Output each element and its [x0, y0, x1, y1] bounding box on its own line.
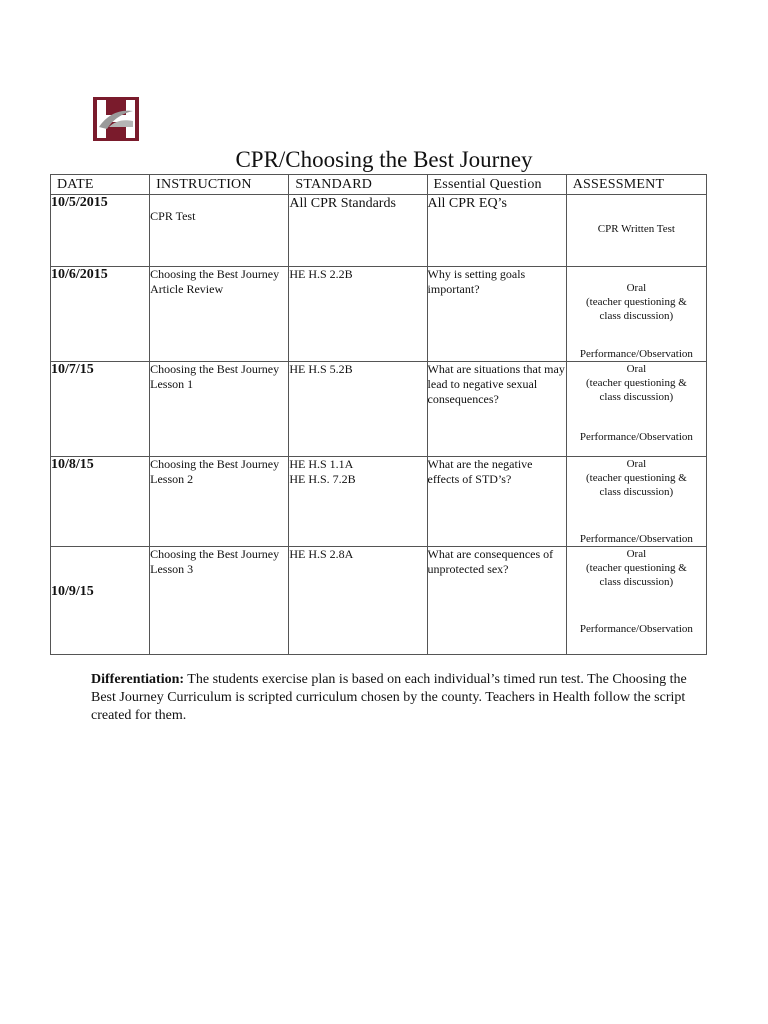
- assessment-line: Oral: [626, 363, 647, 375]
- row-assessment: [566, 267, 706, 362]
- standard-line: HE H.S 2.8A: [289, 547, 354, 561]
- header-assessment: ASSESSMENT: [566, 175, 706, 195]
- row-date: 10/9/15: [51, 547, 150, 655]
- differentiation-label: Differentiation:: [91, 672, 185, 687]
- standard-line: HE H.S 1.1A: [289, 457, 354, 471]
- header-essential-question: Essential Question: [427, 175, 566, 195]
- row-standard: [289, 195, 427, 267]
- school-logo: [93, 97, 139, 141]
- table-row: [51, 267, 707, 362]
- row-instruction: Choosing the Best Journey Lesson 1: [150, 362, 289, 457]
- assessment-line: (teacher questioning &: [585, 562, 687, 574]
- assessment-performance: Performance/Observation: [579, 623, 693, 635]
- row-standard: [289, 457, 427, 547]
- assessment-line: class discussion): [599, 486, 674, 498]
- row-instruction: CPR Test: [150, 195, 289, 267]
- row-date: 10/7/15: [51, 362, 150, 457]
- assessment-line: (teacher questioning &: [585, 296, 687, 308]
- header-standard: STANDARD: [289, 175, 427, 195]
- row-essential-question: What are the negative effects of STD’s?: [427, 457, 566, 547]
- assessment-line: (teacher questioning &: [585, 377, 687, 389]
- lesson-plan-table: [50, 174, 707, 655]
- standard-line: HE H.S. 7.2B: [289, 472, 356, 486]
- page-title: CPR/Choosing the Best Journey: [235, 147, 533, 172]
- differentiation-text: The students exercise plan is based on each individual’s timed run test. The Choosing the Best Journey Curriculum is scripted curriculum chosen by the county. Teachers in Health follow the script created for them.: [91, 672, 687, 723]
- row-date: 10/6/2015: [51, 267, 150, 362]
- header-date: DATE: [51, 175, 150, 195]
- standard-line: HE H.S 5.2B: [289, 362, 353, 376]
- row-essential-question: What are situations that may lead to negative sexual consequences?: [427, 362, 566, 457]
- table-row: [51, 457, 707, 547]
- row-instruction: Choosing the Best Journey Article Review: [150, 267, 289, 362]
- assessment-line: (teacher questioning &: [585, 472, 687, 484]
- assessment-line: class discussion): [599, 576, 674, 588]
- differentiation-paragraph: [91, 671, 691, 725]
- assessment-performance: Performance/Observation: [579, 348, 693, 360]
- row-date: 10/5/2015: [51, 195, 150, 267]
- row-essential-question: All CPR EQ’s: [427, 195, 566, 267]
- standard-line: All CPR Standards: [289, 196, 396, 211]
- assessment-line: class discussion): [599, 391, 674, 403]
- assessment-text: CPR Written Test: [597, 223, 675, 235]
- row-assessment: [566, 547, 706, 655]
- row-standard: [289, 267, 427, 362]
- assessment-line: Oral: [626, 458, 647, 470]
- row-standard: [289, 362, 427, 457]
- row-assessment: [566, 362, 706, 457]
- standard-line: HE H.S 2.2B: [289, 267, 353, 281]
- assessment-performance: Performance/Observation: [579, 431, 693, 443]
- assessment-line: Oral: [626, 282, 647, 294]
- assessment-line: Oral: [626, 548, 647, 560]
- row-assessment: [566, 457, 706, 547]
- row-instruction: Choosing the Best Journey Lesson 3: [150, 547, 289, 655]
- table-row: [51, 362, 707, 457]
- school-h-logo-icon: [93, 97, 139, 141]
- table-header-row: [51, 175, 707, 195]
- header-instruction: INSTRUCTION: [150, 175, 289, 195]
- assessment-performance: Performance/Observation: [579, 533, 693, 545]
- row-standard: [289, 547, 427, 655]
- row-instruction: Choosing the Best Journey Lesson 2: [150, 457, 289, 547]
- table-row: [51, 547, 707, 655]
- row-date: 10/8/15: [51, 457, 150, 547]
- row-assessment: [566, 195, 706, 267]
- assessment-line: class discussion): [599, 310, 674, 322]
- table-row: [51, 195, 707, 267]
- row-essential-question: Why is setting goals important?: [427, 267, 566, 362]
- row-essential-question: What are consequences of unprotected sex?: [427, 547, 566, 655]
